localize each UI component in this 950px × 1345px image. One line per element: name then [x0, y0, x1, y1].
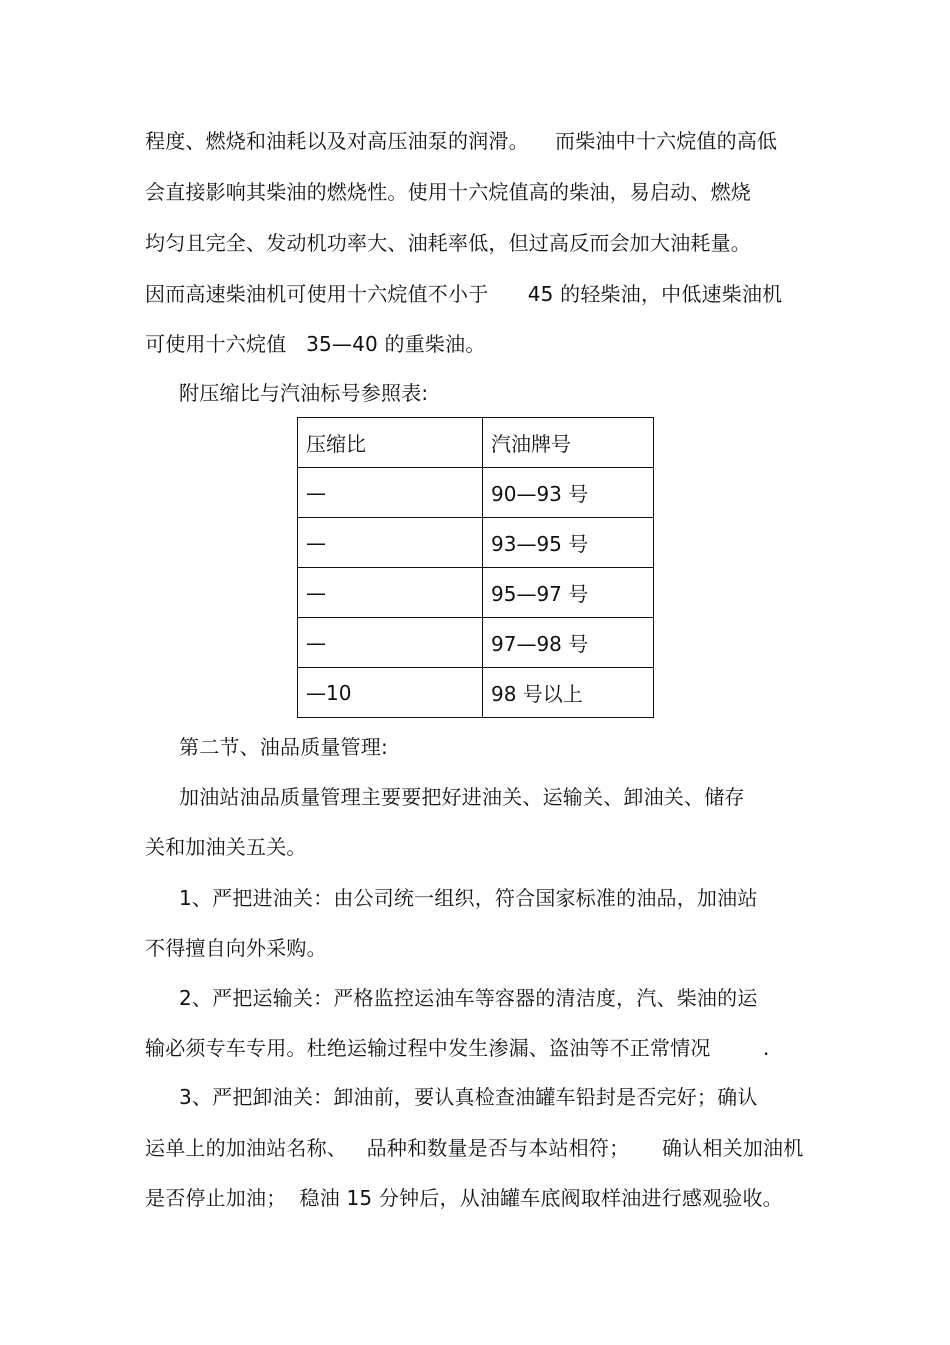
- table-cell: —: [298, 468, 483, 518]
- table-header-cell: 压缩比: [298, 418, 483, 468]
- table-row: [298, 668, 654, 718]
- table-cell: —10: [298, 668, 483, 718]
- text-line: 是否停止加油； 稳油 15 分钟后，从油罐车底阀取样油进行感观验收。: [145, 1186, 783, 1210]
- section-title: 第二节、油品质量管理:: [179, 735, 388, 759]
- table-cell: 90—93 号: [483, 468, 654, 518]
- table-cell: 97—98 号: [483, 618, 654, 668]
- table-cell: 98 号以上: [483, 668, 654, 718]
- text-line: 加油站油品质量管理主要要把好进油关、运输关、卸油关、储存: [179, 785, 745, 809]
- text-line: 会直接影响其柴油的燃烧性。使用十六烷值高的柴油，易启动、燃烧: [145, 180, 751, 204]
- table-row: [298, 468, 654, 518]
- text-line: 3、严把卸油关：卸油前，要认真检查油罐车铅封是否完好；确认: [179, 1085, 758, 1109]
- text-line: 关和加油关五关。: [145, 835, 307, 859]
- table-row: [298, 518, 654, 568]
- text-line: 输必须专车专用。杜绝运输过程中发生渗漏、盗油等不正常情况 .: [145, 1036, 770, 1060]
- table-header-row: [298, 418, 654, 468]
- table-cell: 93—95 号: [483, 518, 654, 568]
- text-line: 因而高速柴油机可使用十六烷值不小于 45 的轻柴油，中低速柴油机: [145, 282, 783, 306]
- compression-ratio-table: [297, 417, 654, 718]
- text-line: 2、严把运输关：严格监控运油车等容器的清洁度，汽、柴油的运: [179, 986, 758, 1010]
- table-caption: 附压缩比与汽油标号参照表:: [179, 381, 429, 405]
- table-cell: —: [298, 518, 483, 568]
- text-line: 运单上的加油站名称、 品种和数量是否与本站相符； 确认相关加油机: [145, 1136, 804, 1160]
- table-cell: 95—97 号: [483, 568, 654, 618]
- text-line: 不得擅自向外采购。: [145, 936, 327, 960]
- text-line: 可使用十六烷值 35—40 的重柴油。: [145, 332, 486, 356]
- text-line: 均匀且完全、发动机功率大、油耗率低，但过高反而会加大油耗量。: [145, 231, 751, 255]
- table-header-cell: 汽油牌号: [483, 418, 654, 468]
- table-cell: —: [298, 618, 483, 668]
- table-cell: —: [298, 568, 483, 618]
- table-row: [298, 618, 654, 668]
- table-row: [298, 568, 654, 618]
- text-line: 1、严把进油关：由公司统一组织，符合国家标准的油品，加油站: [179, 886, 758, 910]
- text-line: 程度、燃烧和油耗以及对高压油泵的润滑。 而柴油中十六烷值的高低: [145, 129, 778, 153]
